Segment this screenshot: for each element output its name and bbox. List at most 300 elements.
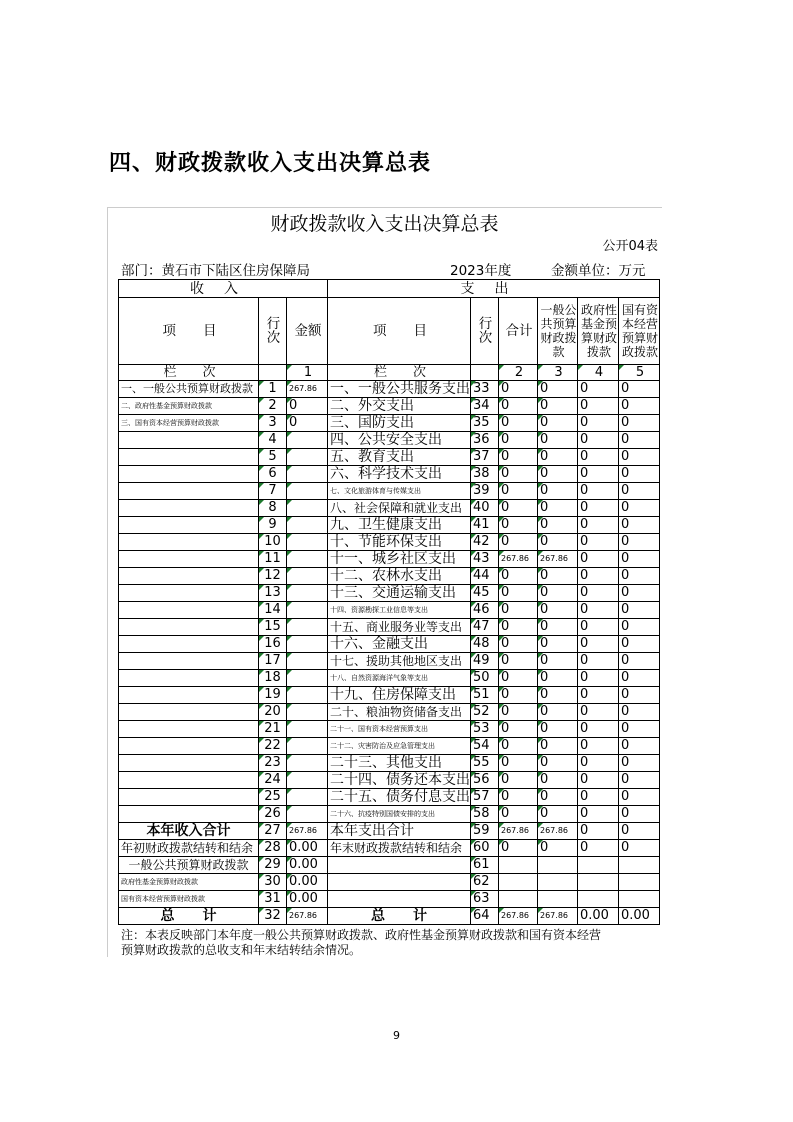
- table-cell: 0: [538, 466, 578, 483]
- table-row: [119, 772, 660, 789]
- table-cell: 0: [499, 381, 538, 398]
- table-cell: 0: [499, 602, 538, 619]
- table-cell: 23: [259, 755, 287, 772]
- table-cell: 0: [538, 585, 578, 602]
- table-cell: 0: [619, 483, 660, 500]
- col-number-2: 2: [499, 365, 538, 381]
- table-cell: 267.86: [499, 823, 538, 840]
- section-heading: 四、财政拨款收入支出决算总表: [109, 151, 432, 176]
- table-row: [119, 398, 660, 415]
- table-cell: 0: [538, 517, 578, 534]
- table-cell: 0: [578, 653, 619, 670]
- income-row-no-header: 行次: [259, 298, 287, 365]
- table-cell: 二、外交支出: [328, 398, 471, 415]
- table-cell: 0: [538, 398, 578, 415]
- table-cell: 七、文化旅游体育与传媒支出: [328, 483, 471, 500]
- table-cell: 267.86: [538, 908, 578, 925]
- table-cell: 三、国有资本经营预算财政拨款: [119, 415, 259, 432]
- table-cell: 14: [259, 602, 287, 619]
- table-cell: 十九、住房保障支出: [328, 687, 471, 704]
- table-cell: 0: [578, 432, 619, 449]
- table-cell: 47: [471, 619, 499, 636]
- table-cell: 0: [287, 415, 328, 432]
- table-cell: 30: [259, 874, 287, 891]
- table-row: [119, 517, 660, 534]
- table-cell: 0: [578, 483, 619, 500]
- table-cell: 十八、自然资源海洋气象等支出: [328, 670, 471, 687]
- table-cell: 12: [259, 568, 287, 585]
- table-cell: 52: [471, 704, 499, 721]
- table-cell: 267.86: [499, 551, 538, 568]
- table-cell: 8: [259, 500, 287, 517]
- table-cell: 9: [259, 517, 287, 534]
- table-cell: 0: [578, 398, 619, 415]
- table-cell: [538, 891, 578, 908]
- table-row: [119, 738, 660, 755]
- table-cell: 0: [499, 534, 538, 551]
- table-cell: 6: [259, 466, 287, 483]
- table-cell: 0: [619, 602, 660, 619]
- table-cell: 0: [538, 806, 578, 823]
- table-cell: [619, 857, 660, 874]
- table-cell: 0: [619, 704, 660, 721]
- table-cell: [119, 687, 259, 704]
- header-row-sections: [119, 280, 660, 298]
- table-cell: [499, 891, 538, 908]
- table-cell: 0.00: [619, 908, 660, 925]
- carry-row: [119, 891, 660, 908]
- table-cell: 0: [499, 619, 538, 636]
- table-cell: 0: [499, 670, 538, 687]
- table-cell: 0: [578, 619, 619, 636]
- table-cell: [287, 653, 328, 670]
- table-cell: [119, 755, 259, 772]
- table-cell: [119, 483, 259, 500]
- table-cell: 40: [471, 500, 499, 517]
- table-title: 财政拨款收入支出决算总表: [270, 213, 499, 235]
- table-cell: 0: [619, 653, 660, 670]
- table-row: [119, 432, 660, 449]
- table-cell: 0: [538, 704, 578, 721]
- table-cell: 38: [471, 466, 499, 483]
- table-cell: 53: [471, 721, 499, 738]
- table-cell: 51: [471, 687, 499, 704]
- table-cell: 41: [471, 517, 499, 534]
- table-cell: [119, 534, 259, 551]
- table-cell: 0: [287, 398, 328, 415]
- table-cell: 0: [499, 687, 538, 704]
- table-cell: [287, 738, 328, 755]
- carry-row: [119, 840, 660, 857]
- table-cell: 九、卫生健康支出: [328, 517, 471, 534]
- table-cell: 25: [259, 789, 287, 806]
- table-cell: 0: [538, 636, 578, 653]
- total-header: 合计: [499, 298, 538, 365]
- table-cell: 0: [538, 619, 578, 636]
- table-cell: [119, 772, 259, 789]
- table-cell: 0: [578, 381, 619, 398]
- table-cell: [578, 891, 619, 908]
- table-cell: 十七、援助其他地区支出: [328, 653, 471, 670]
- year-label: 2023年度: [450, 263, 512, 279]
- table-cell: 31: [259, 891, 287, 908]
- table-cell: [287, 772, 328, 789]
- table-cell: [119, 449, 259, 466]
- table-frame-left: [107, 207, 108, 957]
- table-row: [119, 449, 660, 466]
- table-cell: [287, 466, 328, 483]
- table-cell: [619, 891, 660, 908]
- table-cell: 二十五、债务付息支出: [328, 789, 471, 806]
- table-cell: 二十三、其他支出: [328, 755, 471, 772]
- table-row: [119, 551, 660, 568]
- header-row-columns: [119, 298, 660, 365]
- table-cell: 3: [259, 415, 287, 432]
- table-cell: 0: [499, 568, 538, 585]
- table-cell: 十三、交通运输支出: [328, 585, 471, 602]
- table-cell: 267.86: [287, 823, 328, 840]
- table-cell: [119, 466, 259, 483]
- table-frame-top: [107, 207, 662, 208]
- table-cell: 三、国防支出: [328, 415, 471, 432]
- table-cell: 0: [538, 687, 578, 704]
- table-cell: [287, 585, 328, 602]
- table-cell: 0: [499, 806, 538, 823]
- table-cell: 十六、金融支出: [328, 636, 471, 653]
- table-cell: [119, 432, 259, 449]
- table-cell: 0: [499, 653, 538, 670]
- table-cell: 总 计: [328, 908, 471, 925]
- table-cell: 48: [471, 636, 499, 653]
- table-cell: 2: [259, 398, 287, 415]
- table-cell: [287, 687, 328, 704]
- table-cell: 57: [471, 789, 499, 806]
- table-cell: 0: [578, 772, 619, 789]
- table-cell: [538, 857, 578, 874]
- table-cell: [287, 721, 328, 738]
- table-cell: 0: [619, 500, 660, 517]
- table-cell: 37: [471, 449, 499, 466]
- table-cell: 11: [259, 551, 287, 568]
- table-cell: 0: [499, 517, 538, 534]
- table-cell: 0: [578, 738, 619, 755]
- carry-row: [119, 874, 660, 891]
- table-cell: 0: [499, 585, 538, 602]
- table-cell: 一、一般公共预算财政拨款: [119, 381, 259, 398]
- table-cell: 10: [259, 534, 287, 551]
- table-cell: 十、节能环保支出: [328, 534, 471, 551]
- table-cell: 0: [578, 823, 619, 840]
- table-row: [119, 704, 660, 721]
- table-cell: 42: [471, 534, 499, 551]
- table-row: [119, 500, 660, 517]
- table-cell: 0: [619, 840, 660, 857]
- page-number: 9: [393, 1029, 400, 1042]
- table-cell: 0.00: [287, 840, 328, 857]
- table-cell: [287, 568, 328, 585]
- table-cell: 0: [578, 670, 619, 687]
- table-cell: [328, 891, 471, 908]
- table-cell: 六、科学技术支出: [328, 466, 471, 483]
- table-cell: [287, 517, 328, 534]
- table-cell: 0: [538, 670, 578, 687]
- table-cell: 0: [619, 517, 660, 534]
- footnote: 注：本表反映部门本年度一般公共预算财政拨款、政府性基金预算财政拨款和国有资本经营预算财政拨款的总收支和年末结转结余情况。: [121, 928, 602, 957]
- expense-header: 支出: [328, 280, 660, 298]
- table-cell: 35: [471, 415, 499, 432]
- table-cell: 0.00: [287, 857, 328, 874]
- table-cell: 46: [471, 602, 499, 619]
- table-cell: 0: [538, 483, 578, 500]
- income-header: 收入: [119, 280, 328, 298]
- table-row: [119, 806, 660, 823]
- table-cell: 八、社会保障和就业支出: [328, 500, 471, 517]
- income-column-label: 栏 次: [119, 365, 259, 381]
- table-cell: 0: [538, 738, 578, 755]
- table-cell: 0.00: [287, 891, 328, 908]
- table-cell: 0: [578, 721, 619, 738]
- table-cell: 0: [619, 687, 660, 704]
- table-cell: 21: [259, 721, 287, 738]
- table-cell: [287, 551, 328, 568]
- table-cell: [119, 551, 259, 568]
- table-cell: 0: [578, 466, 619, 483]
- table-cell: 一般公共预算财政拨款: [119, 857, 259, 874]
- table-cell: [287, 755, 328, 772]
- table-cell: 0: [578, 500, 619, 517]
- table-cell: 二十六、抗疫特别国债安排的支出: [328, 806, 471, 823]
- table-cell: 0: [499, 772, 538, 789]
- table-cell: 0: [538, 534, 578, 551]
- table-cell: 17: [259, 653, 287, 670]
- table-cell: [287, 704, 328, 721]
- table-cell: 0: [499, 789, 538, 806]
- table-cell: [287, 500, 328, 517]
- expense-item-header: 项 目: [328, 298, 471, 365]
- table-cell: 267.86: [538, 551, 578, 568]
- table-cell: 十五、商业服务业等支出: [328, 619, 471, 636]
- expense-row-no-header: 行次: [471, 298, 499, 365]
- blank-cell: [259, 365, 287, 381]
- table-cell: 十一、城乡社区支出: [328, 551, 471, 568]
- table-cell: 总 计: [119, 908, 259, 925]
- income-item-header: 项 目: [119, 298, 259, 365]
- carry-row: [119, 857, 660, 874]
- table-cell: 0: [538, 449, 578, 466]
- table-cell: 0: [619, 636, 660, 653]
- table-cell: 二、政府性基金预算财政拨款: [119, 398, 259, 415]
- table-cell: 27: [259, 823, 287, 840]
- table-cell: 0: [499, 415, 538, 432]
- table-row: [119, 653, 660, 670]
- table-cell: 0: [538, 568, 578, 585]
- table-cell: 0.00: [578, 908, 619, 925]
- table-cell: 0: [619, 551, 660, 568]
- table-cell: [119, 619, 259, 636]
- table-cell: 24: [259, 772, 287, 789]
- table-cell: 本年收入合计: [119, 823, 259, 840]
- table-cell: 13: [259, 585, 287, 602]
- table-cell: 59: [471, 823, 499, 840]
- expense-column-label: 栏 次: [328, 365, 471, 381]
- table-cell: [538, 874, 578, 891]
- table-cell: 0: [619, 568, 660, 585]
- table-cell: 0: [499, 755, 538, 772]
- table-cell: [499, 857, 538, 874]
- table-row: [119, 415, 660, 432]
- table-cell: [287, 806, 328, 823]
- table-cell: 0: [578, 789, 619, 806]
- table-cell: 7: [259, 483, 287, 500]
- table-cell: 0: [499, 398, 538, 415]
- table-cell: [119, 500, 259, 517]
- table-cell: 十二、农林水支出: [328, 568, 471, 585]
- table-cell: 22: [259, 738, 287, 755]
- table-cell: 50: [471, 670, 499, 687]
- table-row: [119, 568, 660, 585]
- table-cell: 0: [538, 432, 578, 449]
- table-cell: 0: [619, 772, 660, 789]
- table-cell: [578, 874, 619, 891]
- table-cell: 28: [259, 840, 287, 857]
- table-cell: 0: [619, 823, 660, 840]
- table-cell: [119, 517, 259, 534]
- table-cell: 64: [471, 908, 499, 925]
- table-cell: 54: [471, 738, 499, 755]
- table-cell: 55: [471, 755, 499, 772]
- table-cell: 0: [578, 568, 619, 585]
- table-cell: 0: [538, 415, 578, 432]
- table-cell: 0: [538, 755, 578, 772]
- table-cell: 本年支出合计: [328, 823, 471, 840]
- table-cell: 0: [578, 602, 619, 619]
- table-cell: 34: [471, 398, 499, 415]
- table-cell: 二十二、灾害防治及应急管理支出: [328, 738, 471, 755]
- table-cell: 267.86: [499, 908, 538, 925]
- table-row: [119, 534, 660, 551]
- table-cell: 58: [471, 806, 499, 823]
- table-row: [119, 687, 660, 704]
- table-cell: 0: [578, 687, 619, 704]
- table-cell: 0: [619, 670, 660, 687]
- table-cell: 26: [259, 806, 287, 823]
- table-cell: [499, 874, 538, 891]
- general-budget-header: 一般公共预算财政拨款: [538, 298, 578, 365]
- table-cell: 63: [471, 891, 499, 908]
- table-cell: 五、教育支出: [328, 449, 471, 466]
- table-cell: 0: [619, 415, 660, 432]
- table-cell: 国有资本经营预算财政拨款: [119, 891, 259, 908]
- table-cell: [119, 670, 259, 687]
- table-cell: 年末财政拨款结转和结余: [328, 840, 471, 857]
- table-cell: 4: [259, 432, 287, 449]
- table-cell: 0: [619, 585, 660, 602]
- table-cell: 0: [538, 840, 578, 857]
- table-row: [119, 585, 660, 602]
- table-cell: 60: [471, 840, 499, 857]
- table-cell: [328, 857, 471, 874]
- table-cell: 18: [259, 670, 287, 687]
- table-cell: [619, 874, 660, 891]
- table-cell: 0: [538, 381, 578, 398]
- table-cell: [287, 534, 328, 551]
- table-cell: 0: [619, 466, 660, 483]
- finance-table: [118, 279, 660, 925]
- table-cell: [287, 602, 328, 619]
- blank-cell: [471, 365, 499, 381]
- department-label: 部门：黄石市下陆区住房保障局: [121, 263, 310, 279]
- table-cell: 0: [499, 449, 538, 466]
- table-cell: 33: [471, 381, 499, 398]
- table-cell: 5: [259, 449, 287, 466]
- unit-label: 金额单位：万元: [551, 263, 646, 279]
- table-cell: 267.86: [287, 908, 328, 925]
- table-cell: [119, 585, 259, 602]
- table-cell: 0: [538, 789, 578, 806]
- table-cell: 267.86: [287, 381, 328, 398]
- table-cell: 0: [578, 806, 619, 823]
- income-amount-header: 金额: [287, 298, 328, 365]
- subtotal-row: [119, 823, 660, 840]
- table-cell: 0: [619, 381, 660, 398]
- table-row: [119, 466, 660, 483]
- table-cell: 十四、资源勘探工业信息等支出: [328, 602, 471, 619]
- table-cell: 0: [619, 721, 660, 738]
- table-cell: 0: [619, 534, 660, 551]
- table-cell: [328, 874, 471, 891]
- table-cell: [119, 653, 259, 670]
- grand-total-row: [119, 908, 660, 925]
- table-cell: [119, 738, 259, 755]
- table-cell: 0: [499, 483, 538, 500]
- header-row-col-numbers: [119, 365, 660, 381]
- table-row: [119, 483, 660, 500]
- table-cell: 0: [499, 500, 538, 517]
- table-cell: 0: [499, 432, 538, 449]
- table-cell: [119, 721, 259, 738]
- table-cell: [287, 636, 328, 653]
- table-cell: 0: [578, 755, 619, 772]
- table-cell: 20: [259, 704, 287, 721]
- gov-fund-header: 政府性基金预算财政拨款: [578, 298, 619, 365]
- table-cell: [287, 483, 328, 500]
- table-cell: 15: [259, 619, 287, 636]
- table-cell: [287, 432, 328, 449]
- table-cell: 0: [499, 466, 538, 483]
- table-cell: 56: [471, 772, 499, 789]
- table-cell: 267.86: [538, 823, 578, 840]
- table-cell: 0: [619, 619, 660, 636]
- table-cell: 19: [259, 687, 287, 704]
- table-cell: [119, 568, 259, 585]
- table-row: [119, 636, 660, 653]
- table-cell: 0: [578, 449, 619, 466]
- table-cell: 二十、粮油物资储备支出: [328, 704, 471, 721]
- table-cell: 0: [578, 415, 619, 432]
- col-number-3: 3: [538, 365, 578, 381]
- table-cell: [287, 670, 328, 687]
- table-cell: 32: [259, 908, 287, 925]
- table-cell: 61: [471, 857, 499, 874]
- table-cell: 1: [259, 381, 287, 398]
- table-cell: 0.00: [287, 874, 328, 891]
- table-cell: 0: [619, 398, 660, 415]
- table-cell: 0: [578, 704, 619, 721]
- table-row: [119, 619, 660, 636]
- table-cell: 四、公共安全支出: [328, 432, 471, 449]
- table-cell: 0: [578, 534, 619, 551]
- table-cell: 0: [499, 704, 538, 721]
